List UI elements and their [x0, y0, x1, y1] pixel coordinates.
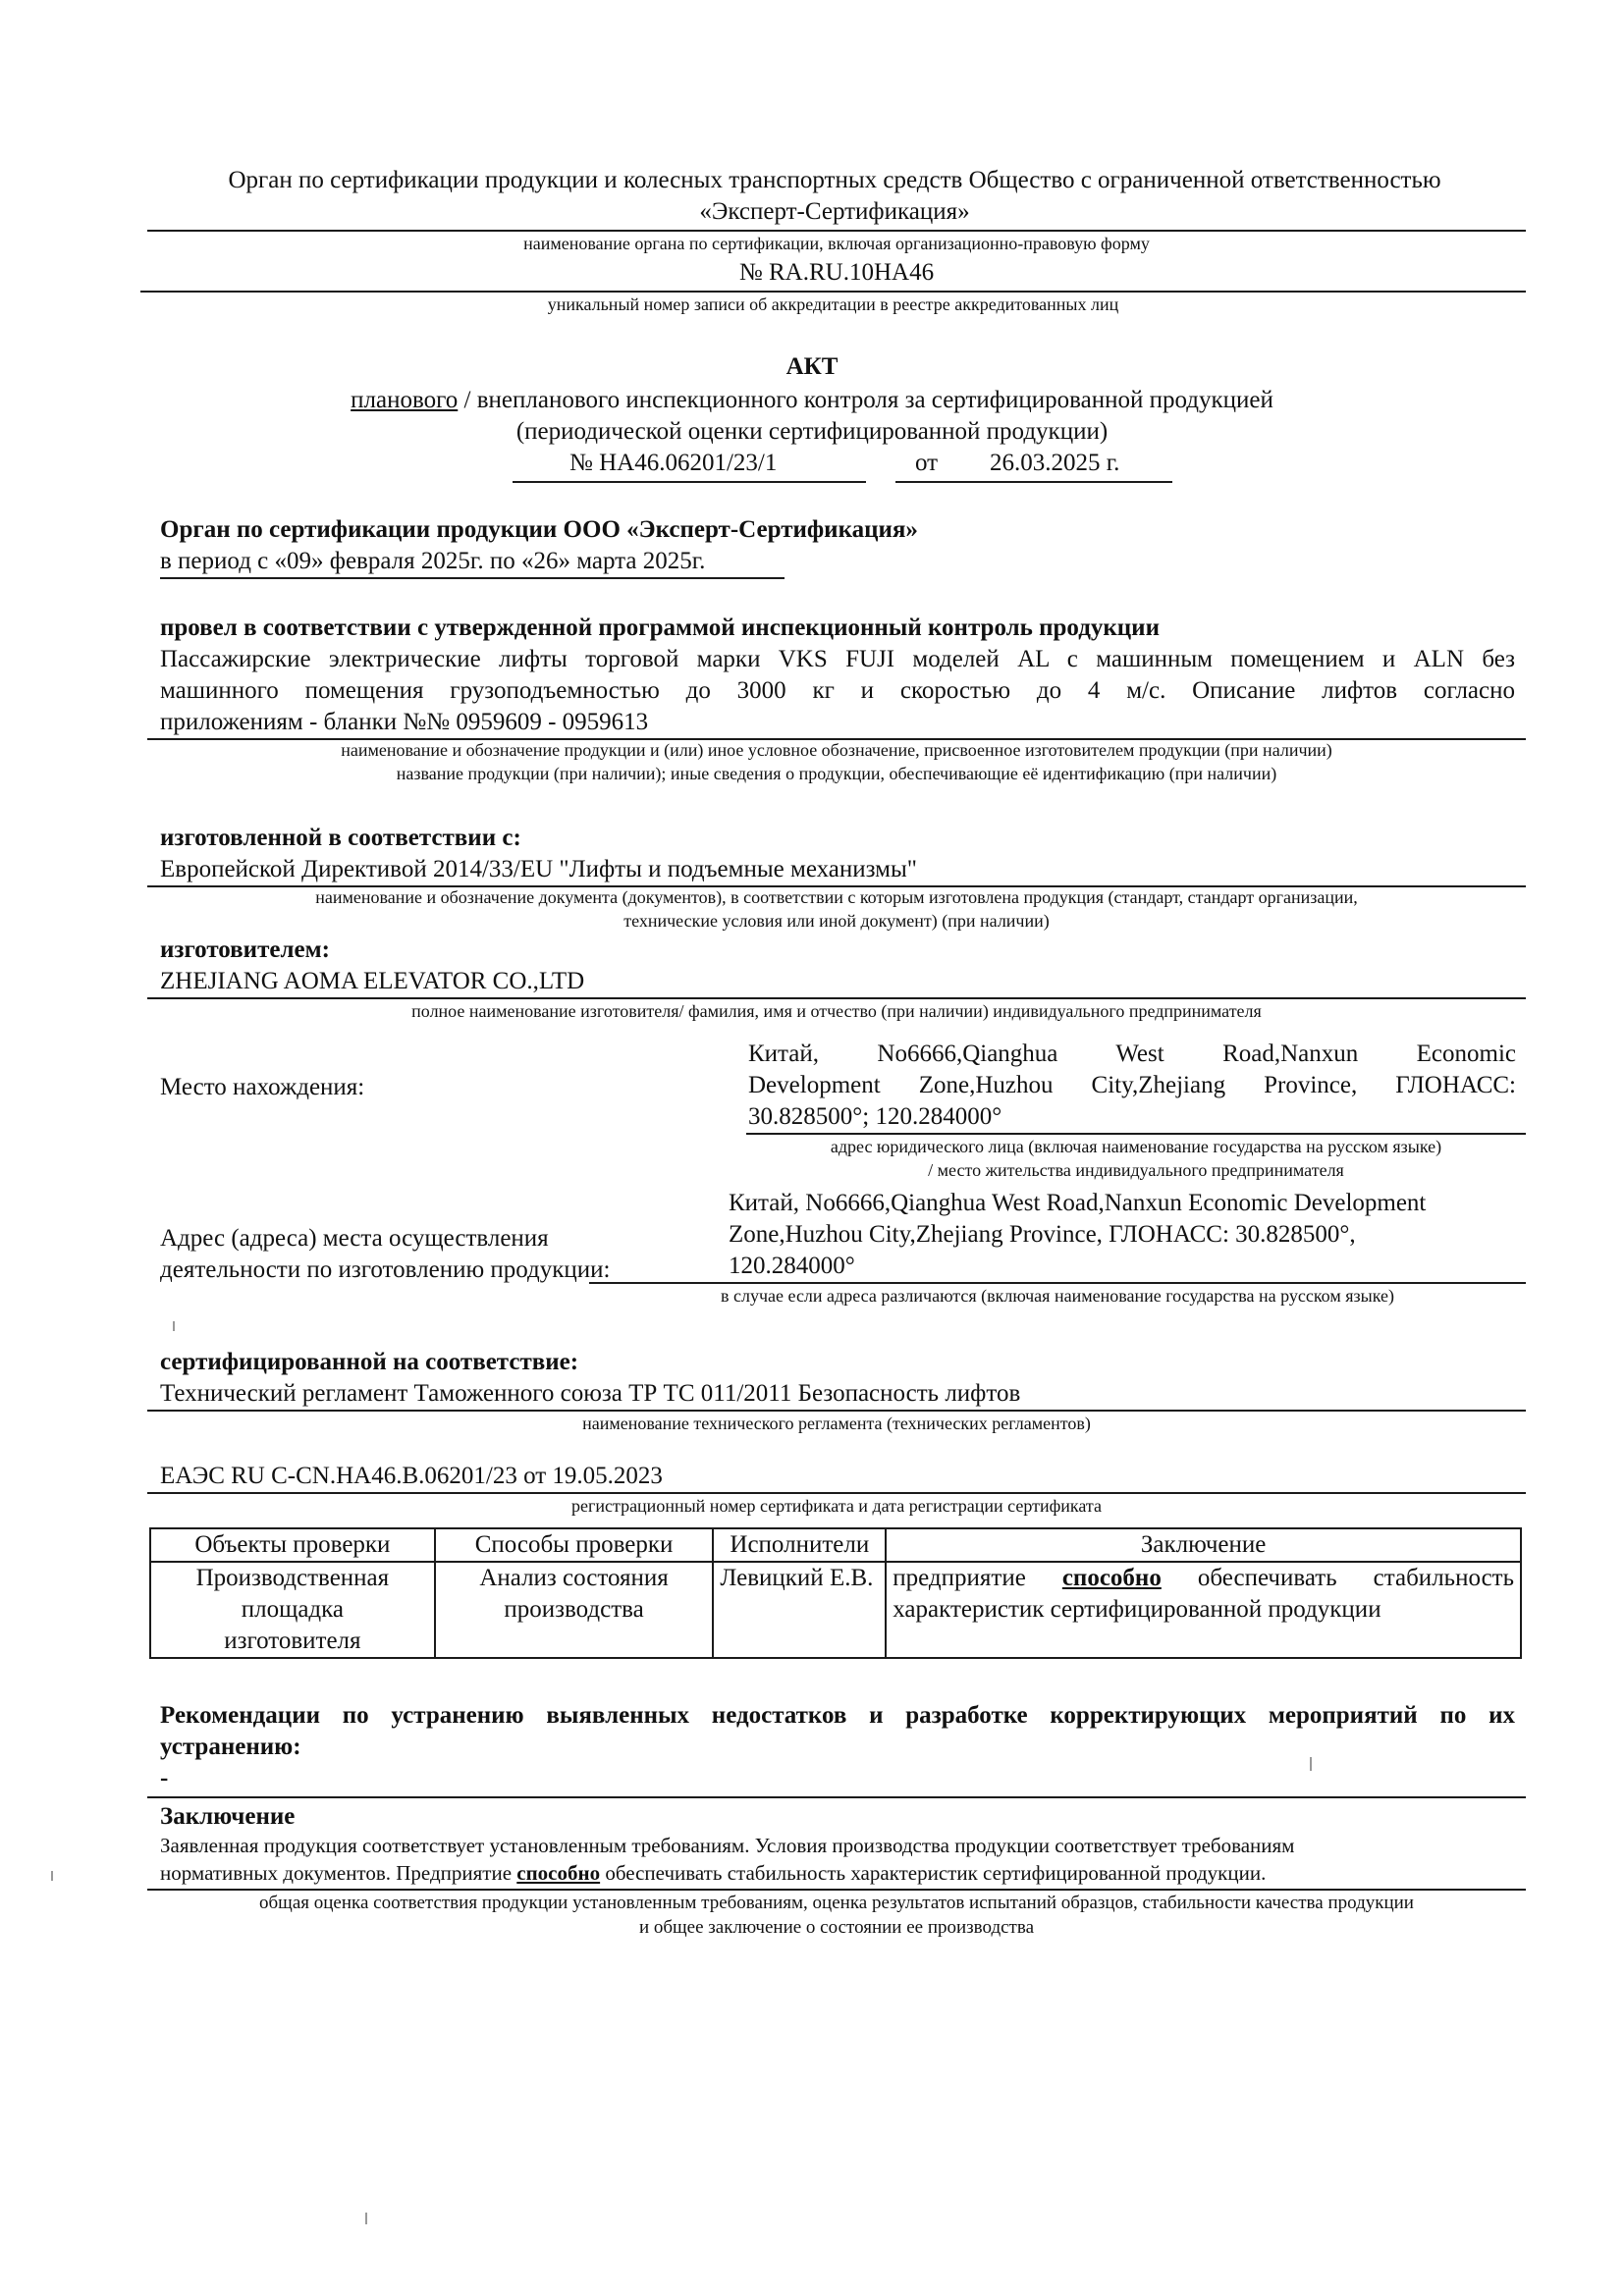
- act-type: планового / внепланового инспекционного контроля за сертифицированной продукцией: [351, 387, 1273, 413]
- location-address: Китай, No6666,Qianghua West Road,Nanxun Economic Development Zone,Huzhou City,Zhejiang Province, ГЛОНАСС: 30.828500°; 120.284000°: [748, 1041, 1516, 1130]
- divider: [895, 481, 1172, 483]
- accreditation-number: № RA.RU.10НА46: [738, 259, 935, 286]
- scan-mark: [365, 2213, 367, 2224]
- conducted-heading: провел в соответствии с утвержденной программой инспекционный контроль продукции: [160, 614, 1160, 641]
- conclusion-heading: Заключение: [160, 1803, 296, 1830]
- table-row: [150, 1562, 1521, 1658]
- cert-body-caption: наименование органа по сертификации, включая организационно-правовую форму: [523, 234, 1150, 253]
- period-line: в период с «09» февраля 2025г. по «26» марта 2025г.: [160, 548, 706, 574]
- divider: [147, 1796, 1526, 1798]
- conclusion-text: Заявленная продукция соответствует установленным требованиям. Условия производства продукции соответствует требованиям нормативных документов. Предприятие способно обеспечивать стабильность характеристик сертифицированной продукции.: [160, 1834, 1295, 1885]
- table-header-cell: Объекты проверки: [150, 1528, 435, 1562]
- divider: [513, 481, 866, 483]
- act-number: № НА46.06201/23/1: [569, 450, 778, 476]
- recommendations-value: -: [160, 1765, 169, 1791]
- table-header-cell: Заключение: [886, 1528, 1521, 1562]
- activity-caption: в случае если адреса различаются (включая наименование государства на русском языке): [721, 1286, 1394, 1306]
- regulation-caption: наименование технического регламента (технических регламентов): [582, 1414, 1091, 1433]
- manufactured-heading: изготовленной в соответствии с:: [160, 825, 521, 851]
- act-title: АКТ: [785, 353, 839, 380]
- directive: Европейской Директивой 2014/33/EU "Лифты и подъемные механизмы": [160, 856, 917, 882]
- accreditation-caption: уникальный номер записи об аккредитации в реестре аккредитованных лиц: [547, 294, 1119, 314]
- table-cell-method: Анализ состояния производства: [435, 1562, 714, 1658]
- manufacturer-heading: изготовителем:: [160, 936, 330, 963]
- cert-body-name: Орган по сертификации продукции и колесных транспортных средств Общество с ограниченной ответственностью «Эксперт-Сертификация»: [228, 167, 1441, 225]
- manufacturer-name: ZHEJIANG AOMA ELEVATOR CO.,LTD: [160, 968, 585, 994]
- act-date: 26.03.2025 г.: [990, 450, 1120, 476]
- location-caption: адрес юридического лица (включая наименование государства на русском языке) / место жительства индивидуального предпринимателя: [830, 1137, 1442, 1180]
- table-header-row: [150, 1528, 1521, 1562]
- table-header-cell: Способы проверки: [435, 1528, 714, 1562]
- manufacturer-caption: полное наименование изготовителя/ фамилия, имя и отчество (при наличии) индивидуального предпринимателя: [411, 1001, 1262, 1021]
- table-cell-conclusion: предприятие способно обеспечивать стабильность характеристик сертифицированной продукции: [886, 1562, 1521, 1658]
- act-date-prefix: от: [915, 450, 939, 476]
- org-line: Орган по сертификации продукции ООО «Эксперт-Сертификация»: [160, 516, 918, 543]
- directive-caption: наименование и обозначение документа (документов), в соответствии с которым изготовлена продукция (стандарт, стандарт организации, технические условия или иной документ) (при наличии): [315, 887, 1358, 931]
- certificate-caption: регистрационный номер сертификата и дата регистрации сертификата: [570, 1496, 1102, 1516]
- table-cell-object: Производственная площадка изготовителя: [150, 1562, 435, 1658]
- product-description: Пассажирские электрические лифты торговой марки VKS FUJI моделей AL с машинным помещением и ALN без машинного помещения грузоподъемностью до 3000 кг и скоростью до 4 м/с. Описание лифтов согласно приложениям - бланки №№ 0959609 - 0959613: [160, 646, 1515, 735]
- act-subtitle: (периодической оценки сертифицированной продукции): [515, 418, 1109, 445]
- scan-mark: [51, 1871, 53, 1881]
- activity-label: Адрес (адреса) места осуществления деятельности по изготовлению продукции:: [160, 1225, 611, 1283]
- conclusion-caption: общая оценка соответствия продукции установленным требованиям, оценка результатов испытаний образцов, стабильности качества продукции и общее заключение о состоянии ее производства: [259, 1893, 1414, 1938]
- regulation: Технический регламент Таможенного союза ТР ТС 011/2011 Безопасность лифтов: [160, 1380, 1021, 1407]
- scan-mark: [173, 1321, 175, 1331]
- location-label: Место нахождения:: [160, 1074, 365, 1100]
- product-caption: наименование и обозначение продукции и (или) иное условное обозначение, присвоенное изготовителем продукции (при наличии) название продукции (при наличии); иные сведения о продукции, обеспечивающие её идентификацию (при наличии): [341, 740, 1332, 783]
- recommendations-heading: Рекомендации по устранению выявленных недостатков и разработке корректирующих мероприятий по их устранению:: [160, 1702, 1515, 1760]
- table-header-cell: Исполнители: [713, 1528, 886, 1562]
- table-cell-executor: Левицкий Е.В.: [713, 1562, 886, 1658]
- inspection-table: [149, 1527, 1522, 1659]
- scan-mark: [1310, 1757, 1312, 1771]
- divider: [160, 577, 785, 579]
- certificate-number: ЕАЭС RU С-CN.НА46.В.06201/23 от 19.05.2023: [160, 1463, 663, 1489]
- certified-heading: сертифицированной на соответствие:: [160, 1349, 579, 1375]
- activity-address: Китай, No6666,Qianghua West Road,Nanxun Economic Development Zone,Huzhou City,Zhejiang Province, ГЛОНАСС: 30.828500°, 120.284000°: [729, 1190, 1427, 1279]
